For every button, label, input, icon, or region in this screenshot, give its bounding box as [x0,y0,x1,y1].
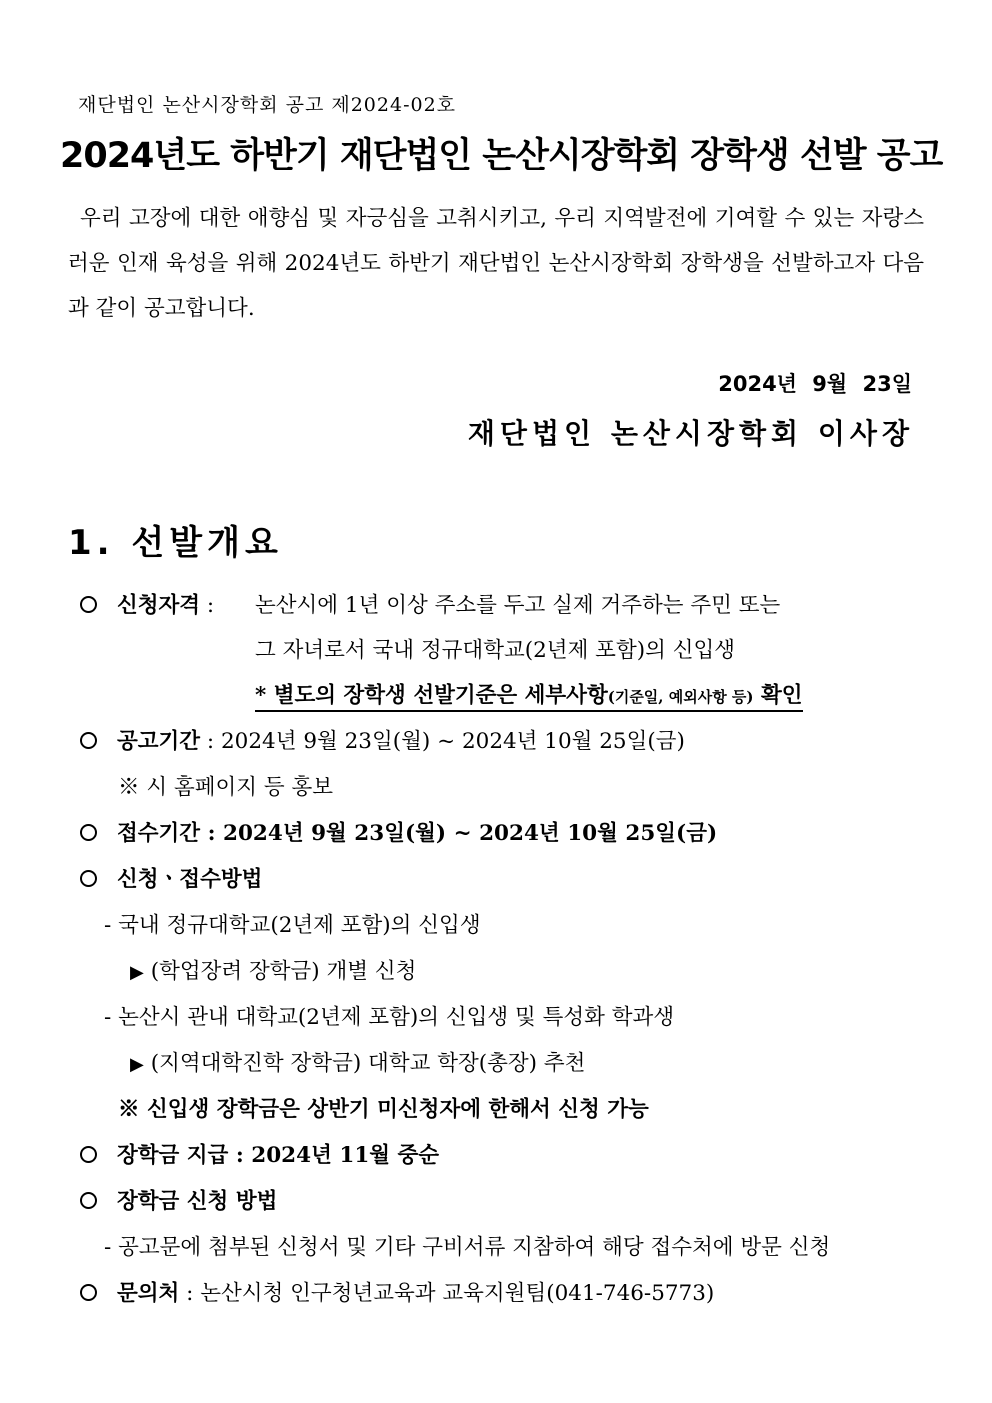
triangle-right-icon: ▶ [130,962,144,983]
reception-period-row [80,816,930,847]
method-note: ※ 신입생 장학금은 상반기 미신청자에 한해서 신청 가능 [118,1097,649,1122]
organization-signature: 재단법인 논산시장학회 이사장 [467,417,914,450]
qualification-note-end: 확인 [753,683,803,708]
reception-period-label: 접수기간 [117,821,201,846]
qualification-separator: : [200,593,215,618]
method-label: 신청ㆍ접수방법 [117,867,263,892]
reception-period-value: 2024년 9월 23일(월) ~ 2024년 10월 25일(금) [223,821,718,846]
contact-separator: : [179,1281,201,1306]
apply-method-row [80,1184,930,1215]
page-title: 2024년도 하반기 재단법인 논산시장학회 장학생 선발 공고 [60,136,943,176]
qualification-line-1: 논산시에 1년 이상 주소를 두고 실제 거주하는 주민 또는 [255,593,781,618]
method-item-1-sub-text: (학업장려 장학금) 개별 신청 [150,959,417,984]
contact-row [80,1276,930,1307]
payment-row [80,1138,930,1169]
qualification-note-main: * 별도의 장학생 선발기준은 세부사항 [255,683,608,708]
circle-bullet-icon [80,1284,97,1301]
section-heading: 1. 선발개요 [68,523,283,563]
payment-separator: : [228,1143,252,1168]
triangle-right-icon: ▶ [130,1054,144,1075]
contact-value: 논산시청 인구청년교육과 교육지원팀(041-746-5773) [200,1281,715,1306]
qualification-note-small: (기준일, 예외사항 등) [607,688,754,706]
method-item-1-sub [130,954,416,985]
circle-bullet-icon [80,596,97,613]
method-item-1: - 국내 정규대학교(2년제 포함)의 신입생 [104,913,481,938]
payment-label: 장학금 지급 [117,1143,229,1168]
payment-value: 2024년 11월 중순 [251,1143,440,1168]
qualification-label: 신청자격 [117,593,201,618]
circle-bullet-icon [80,824,97,841]
method-item-2-sub [130,1046,585,1077]
method-item-2-sub-text: (지역대학진학 장학금) 대학교 학장(총장) 추천 [150,1051,586,1076]
reception-period-separator: : [200,821,223,846]
circle-bullet-icon [80,870,97,887]
circle-bullet-icon [80,1192,97,1209]
intro-paragraph: 우리 고장에 대한 애향심 및 자긍심을 고취시키고, 우리 지역발전에 기여할 수 있는 자랑스러운 인재 육성을 위해 2024년도 하반기 재단법인 논산시장학회 장학생을 선발하고자 다음과 같이 공고합니다. [68,206,924,321]
notice-period-label: 공고기간 [117,729,201,754]
method-row [80,862,930,893]
contact-label: 문의처 [117,1281,180,1306]
circle-bullet-icon [80,732,97,749]
notice-period-note: ※ 시 홈페이지 등 홍보 [118,775,333,800]
circle-bullet-icon [80,1146,97,1163]
qualification-line-2: 그 자녀로서 국내 정규대학교(2년제 포함)의 신입생 [255,638,736,663]
qualification-note [255,678,803,712]
notice-period-separator: : [200,729,221,754]
apply-method-value: - 공고문에 첨부된 신청서 및 기타 구비서류 지참하여 해당 접수처에 방문 신청 [104,1235,831,1260]
method-item-2: - 논산시 관내 대학교(2년제 포함)의 신입생 및 특성화 학과생 [104,1005,675,1030]
apply-method-label: 장학금 신청 방법 [117,1189,278,1214]
notice-period-value: 2024년 9월 23일(월) ~ 2024년 10월 25일(금) [221,729,685,754]
announcement-date: 2024년 9월 23일 [718,372,912,396]
notice-number: 재단법인 논산시장학회 공고 제2024-02호 [78,94,457,116]
notice-period-row [80,724,930,755]
